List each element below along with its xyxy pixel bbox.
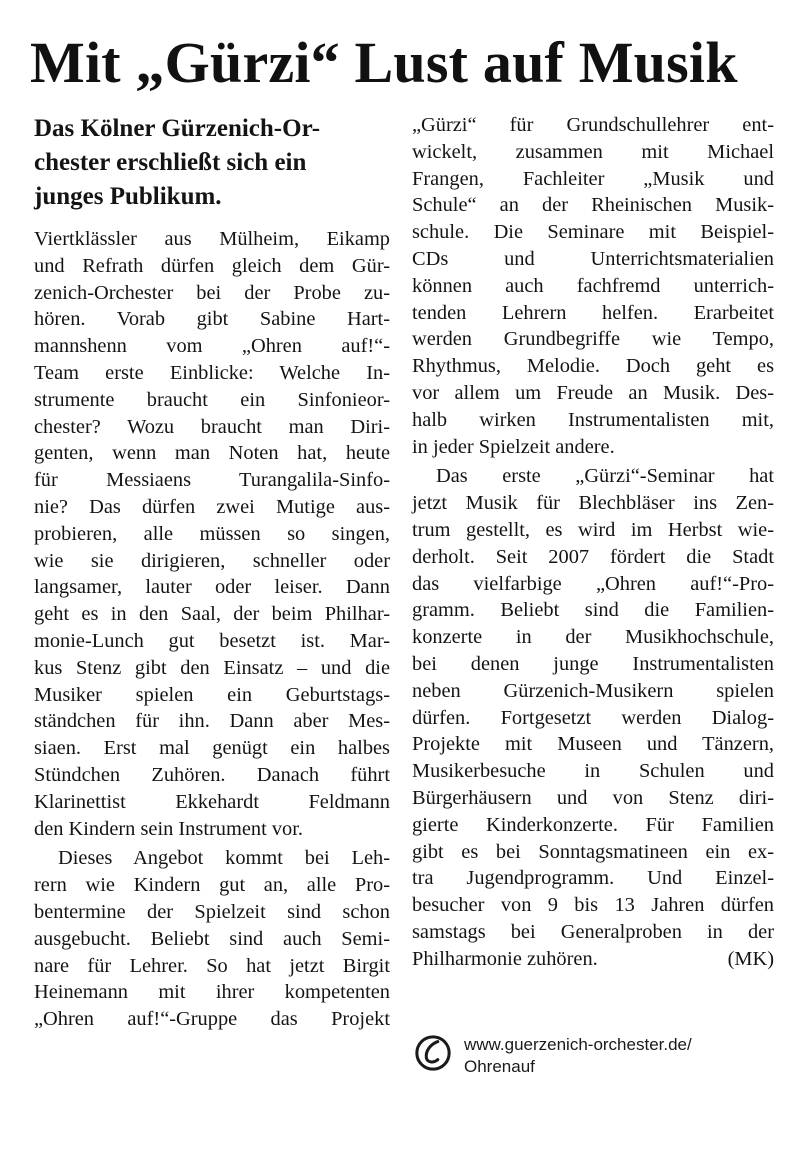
web-link-url-line-1[interactable]: www.guerzenich-orchester.de/	[464, 1035, 692, 1054]
text-line: CDs und Unterrichtsmaterialien	[412, 247, 774, 270]
text-line: in jeder Spielzeit andere.	[412, 435, 615, 458]
closing-text: Philharmonie zuhören.	[412, 947, 598, 970]
text-line: langsamer, lauter oder leiser. Dann	[34, 576, 390, 599]
text-line: hören. Vorab gibt Sabine Hart-	[34, 308, 390, 331]
web-link-url-line-2[interactable]: Ohrenauf	[464, 1057, 535, 1076]
text-line: rern wie Kindern gut an, alle Pro-	[34, 874, 390, 897]
left-column	[34, 112, 390, 1033]
text-line: zenich-Orchester bei der Probe zu-	[34, 281, 390, 304]
text-line: Klarinettist Ekkehardt Feldmann	[34, 790, 390, 813]
text-line: konzerte in der Musikhochschule,	[412, 626, 774, 649]
text-line: Team erste Einblicke: Welche In-	[34, 361, 390, 384]
author-initials: (MK)	[727, 947, 774, 970]
text-line: derholt. Seit 2007 fördert die Stadt	[412, 545, 774, 568]
web-link[interactable]	[414, 1034, 692, 1078]
paragraph-1	[34, 226, 390, 842]
text-line: mannshenn vom „Ohren auf!“-	[34, 335, 390, 358]
text-line: samstags bei Generalproben in der	[412, 920, 774, 943]
text-line: wie sie dirigieren, schneller oder	[34, 549, 390, 572]
text-line: Schule“ an der Rheinischen Musik-	[412, 194, 774, 217]
text-line: bei denen junge Instrumentalisten	[412, 652, 774, 675]
text-line: kus Stenz gibt den Einsatz – und die	[34, 656, 390, 679]
text-line: Musiker spielen ein Geburtstags-	[34, 683, 390, 706]
text-line: jetzt Musik für Blechbläser ins Zen-	[412, 492, 774, 515]
web-link-text[interactable]	[464, 1034, 692, 1078]
text-line: monie-Lunch gut besetzt ist. Mar-	[34, 629, 390, 652]
text-line: gramm. Beliebt sind die Familien-	[412, 599, 774, 622]
subheadline-line: chester erschließt sich ein	[34, 149, 307, 176]
paragraph-3	[412, 112, 774, 460]
text-line: Bürgerhäusern und von Stenz diri-	[412, 786, 774, 809]
text-line: genten, wenn man Noten hat, heute	[34, 442, 390, 465]
text-line: das vielfarbige „Ohren auf!“-Pro-	[412, 572, 774, 595]
text-line: Musikerbesuche in Schulen und	[412, 760, 774, 783]
subheadline-line: junges Publikum.	[34, 183, 222, 210]
text-line: ausgebucht. Beliebt sind auch Semi-	[34, 927, 390, 950]
text-line: gierte Kinderkonzerte. Für Familien	[412, 813, 774, 836]
text-line: „Ohren auf!“-Gruppe das Projekt	[34, 1008, 390, 1031]
text-line: tenden Lehrern helfen. Erarbeitet	[412, 301, 774, 324]
text-line: gibt es bei Sonntagsmatineen ein ex-	[412, 840, 774, 863]
text-line: für Messiaens Turangalila-Sinfo-	[34, 469, 390, 492]
text-line: Das erste „Gürzi“-Seminar hat	[436, 465, 774, 488]
text-line: dürfen. Fortgesetzt werden Dialog-	[412, 706, 774, 729]
text-line: chester? Wozu braucht man Diri-	[34, 415, 390, 438]
subheadline	[34, 112, 390, 214]
text-line: Dieses Angebot kommt bei Leh-	[58, 847, 390, 870]
text-line: können auch fachfremd unterrich-	[412, 274, 774, 297]
headline: Mit „Gürzi“ Lust auf Musik	[30, 30, 738, 95]
text-line: geht es in den Saal, der beim Philhar-	[34, 603, 390, 626]
text-line: wickelt, zusammen mit Michael	[412, 140, 774, 163]
text-line: Viertklässler aus Mülheim, Eikamp	[34, 228, 390, 250]
text-line: nie? Das dürfen zwei Mutige aus-	[34, 495, 390, 518]
text-line: ständchen für ihn. Dann aber Mes-	[34, 710, 390, 733]
closing-line	[412, 946, 774, 973]
text-line: „Gürzi“ für Grundschullehrer ent-	[412, 114, 774, 136]
text-line: strumente braucht ein Sinfonieor-	[34, 388, 390, 411]
paragraph-2	[34, 845, 390, 1033]
text-line: vor allem um Freude an Musik. Des-	[412, 381, 774, 404]
text-line: tra Jugendprogramm. Und Einzel-	[412, 867, 774, 890]
text-line: werden Grundbegriffe wie Tempo,	[412, 328, 774, 351]
text-line: den Kindern sein Instrument vor.	[34, 817, 303, 840]
web-link-icon	[414, 1034, 452, 1072]
text-line: Frangen, Fachleiter „Musik und	[412, 167, 774, 190]
text-line: Rhythmus, Melodie. Doch geht es	[412, 355, 774, 378]
subheadline-line: Das Kölner Gürzenich-Or-	[34, 115, 321, 142]
paragraph-4	[412, 463, 774, 972]
text-line: bentermine der Spielzeit sind schon	[34, 900, 390, 923]
text-line: Projekte mit Museen und Tänzern,	[412, 733, 774, 756]
text-line: trum gestellt, es wird im Herbst wie-	[412, 518, 774, 541]
text-line: probieren, alle müssen so singen,	[34, 522, 390, 545]
text-line: besucher von 9 bis 13 Jahren dürfen	[412, 894, 774, 917]
text-line: Heinemann mit ihrer kompetenten	[34, 981, 390, 1004]
text-line: siaen. Erst mal genügt ein halbes	[34, 737, 390, 760]
text-line: halb wirken Instrumentalisten mit,	[412, 408, 774, 431]
text-line: neben Gürzenich-Musikern spielen	[412, 679, 774, 702]
text-line: und Refrath dürfen gleich dem Gür-	[34, 254, 390, 277]
right-column	[412, 112, 774, 973]
text-line: schule. Die Seminare mit Beispiel-	[412, 221, 774, 244]
text-line: nare für Lehrer. So hat jetzt Birgit	[34, 954, 390, 977]
text-line: Stündchen Zuhören. Danach führt	[34, 763, 390, 786]
